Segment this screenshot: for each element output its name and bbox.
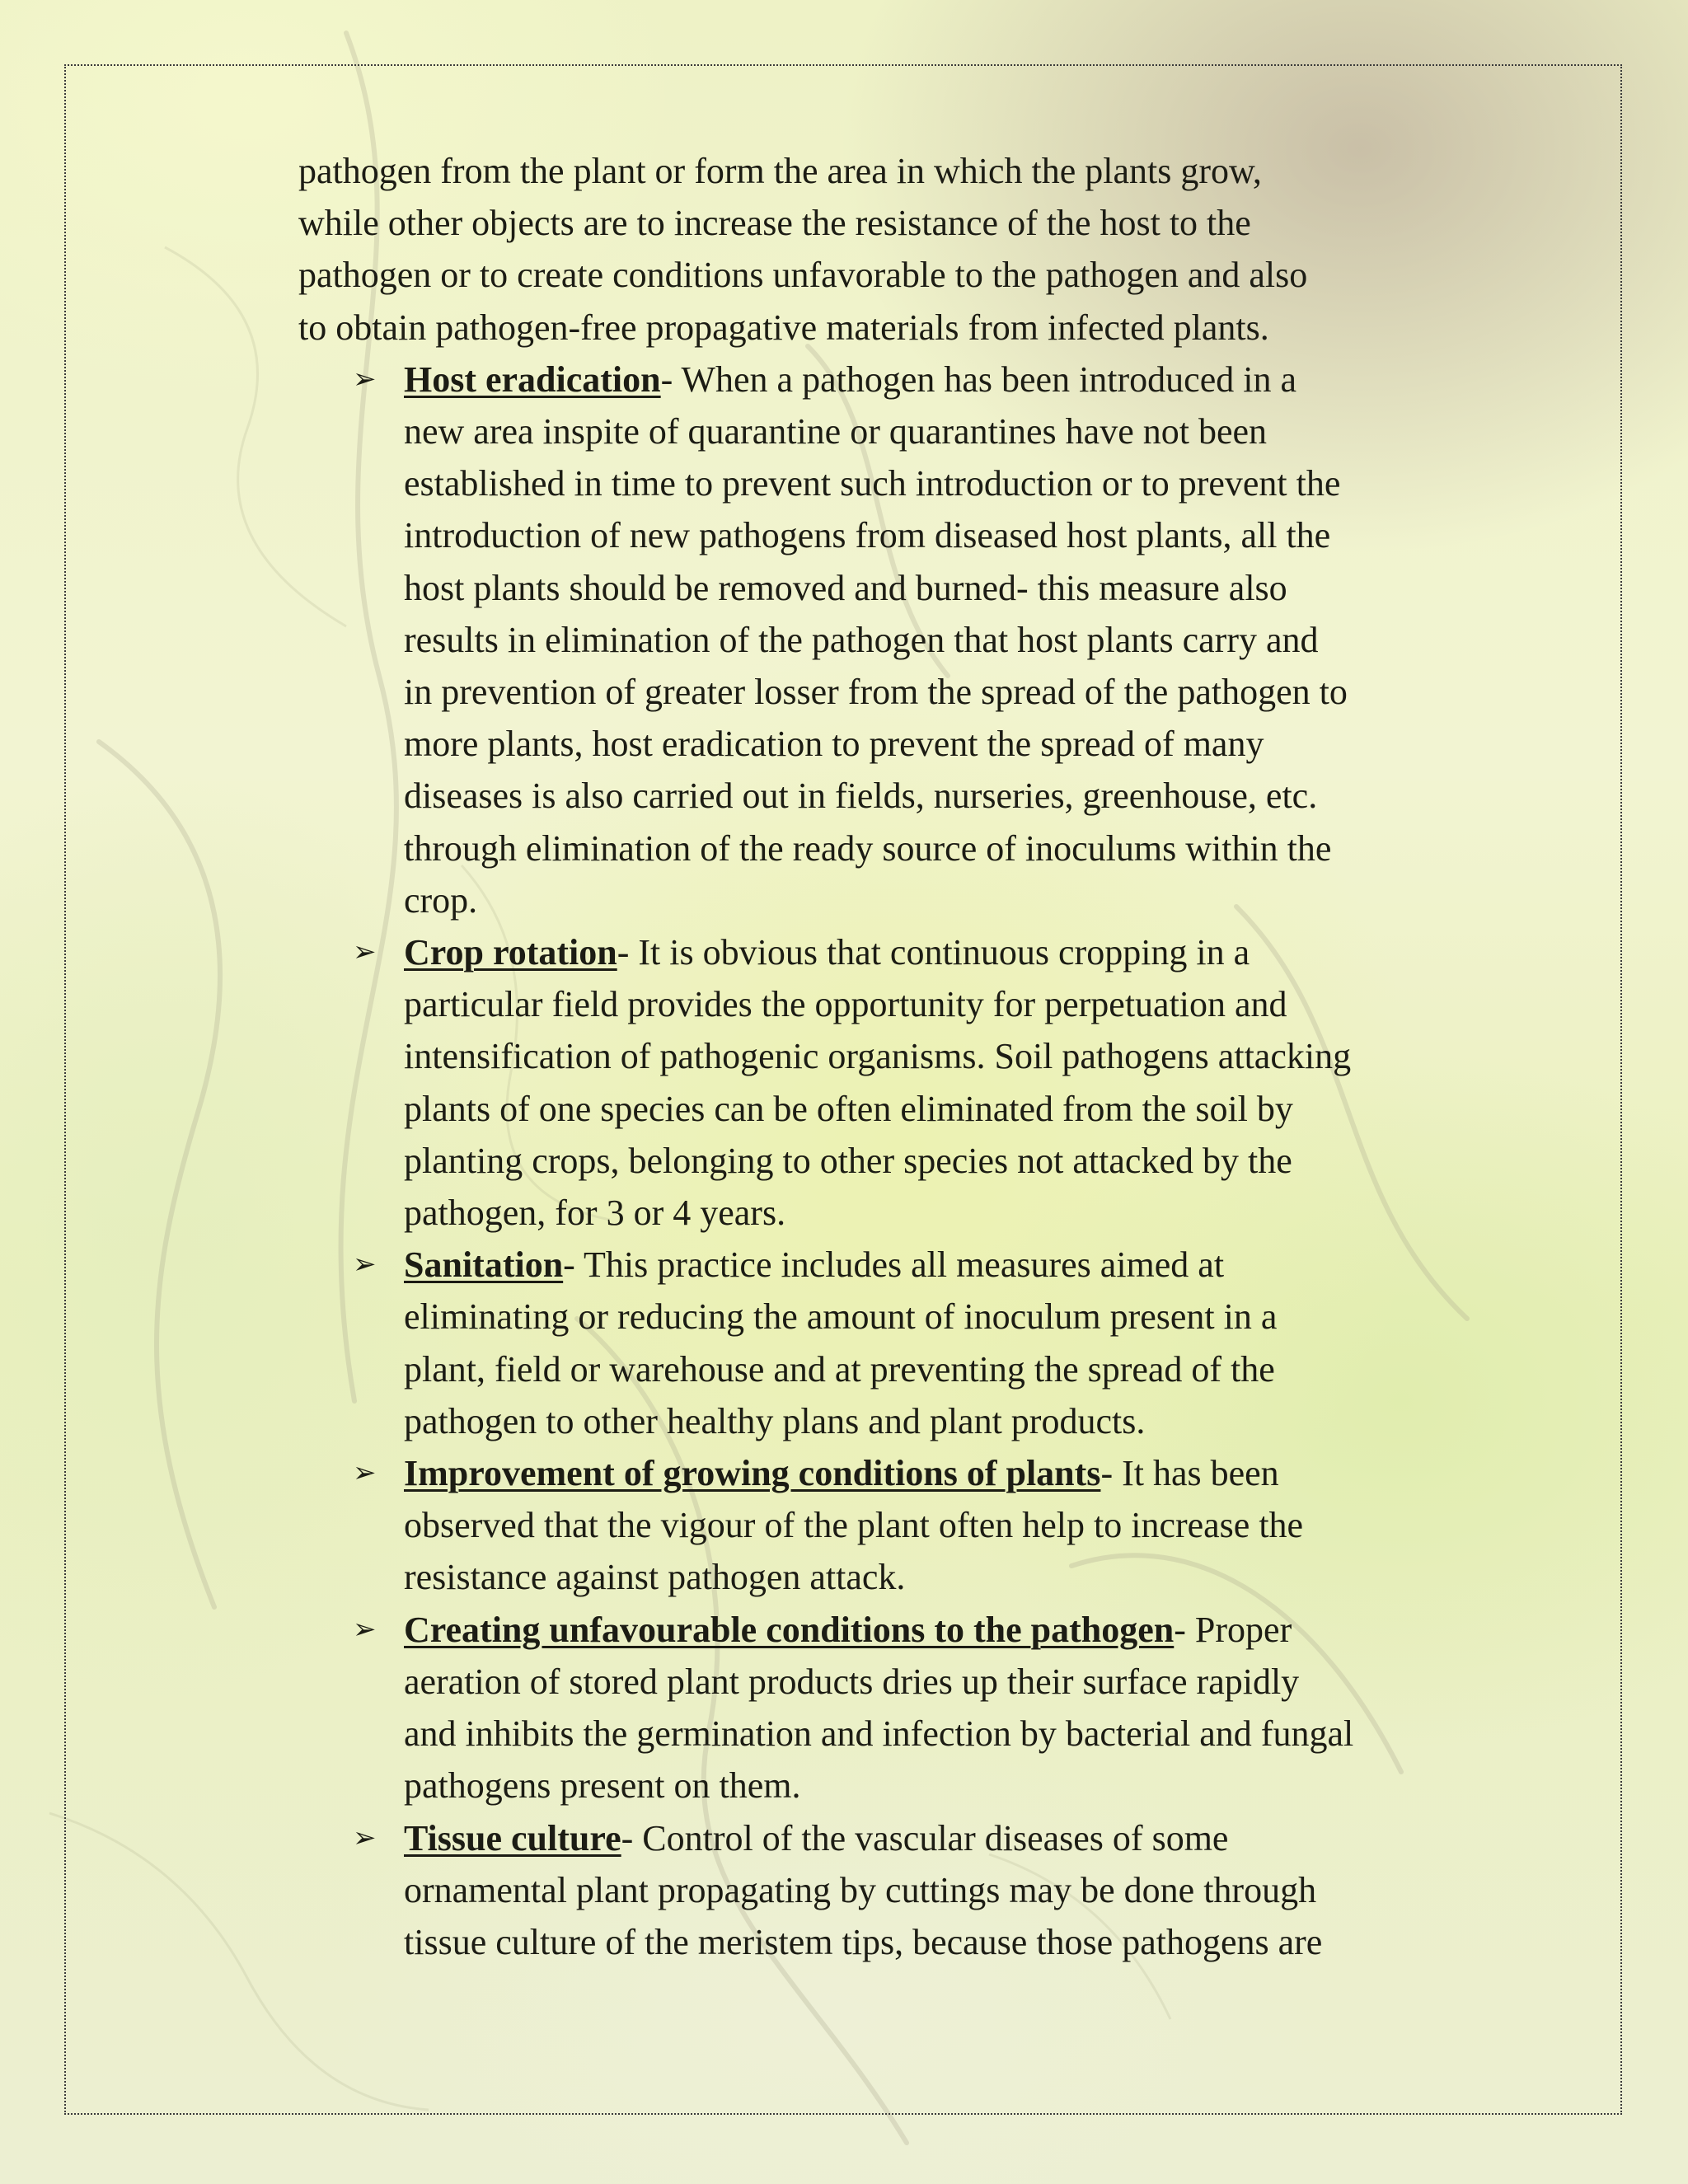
term-sanitation: Sanitation	[404, 1244, 564, 1286]
list-item-tissue-culture	[298, 1812, 1510, 1969]
description-sanitation: - This practice includes all measures aimed at eliminating or reducing the amount of inoculum present in a plant, field or warehouse and at preventing the spread of the pathogen to other healthy plans and plant products.	[404, 1244, 1278, 1441]
term-tissue-culture: Tissue culture	[404, 1817, 621, 1858]
arrow-bullet-icon: ➢	[353, 1612, 377, 1646]
term-improvement-of-growing-conditions: Improvement of growing conditions of plants	[404, 1453, 1101, 1494]
term-creating-unfavourable-conditions: Creating unfavourable conditions to the pathogen	[404, 1609, 1175, 1650]
description-creating-unfavourable-conditions: - Proper aeration of stored plant products dries up their surface rapidly and inhibits the germination and infection by bacterial and fungal pathogens present on them.	[404, 1609, 1354, 1807]
term-crop-rotation: Crop rotation	[404, 932, 617, 973]
list-item-crop-rotation	[298, 926, 1510, 1239]
description-tissue-culture: - Control of the vascular diseases of some ornamental plant propagating by cuttings may be done through tissue culture of the meristem tips, because those pathogens are	[404, 1817, 1323, 1962]
document-body	[298, 145, 1510, 1968]
intro-paragraph: pathogen from the plant or form the area in which the plants grow, while other objects are to increase the resistance of the host to the pathogen or to create conditions unfavorable to the pathogen and also to obtain pathogen-free propagative materials from infected plants.	[298, 151, 1308, 348]
description-improvement-of-growing-conditions: - It has been observed that the vigour of the plant often help to increase the resistance against pathogen attack.	[404, 1453, 1304, 1598]
arrow-bullet-icon: ➢	[353, 1248, 377, 1282]
arrow-bullet-icon: ➢	[353, 935, 377, 969]
control-methods-list	[298, 354, 1510, 1968]
list-item-sanitation	[298, 1239, 1510, 1447]
arrow-bullet-icon: ➢	[353, 362, 377, 396]
term-host-eradication: Host eradication	[404, 359, 661, 400]
description-crop-rotation: - It is obvious that continuous cropping in a particular field provides the opportunity for perpetuation and intensification of pathogenic organisms. Soil pathogens attacking plants of one species can be often eliminated from the soil by planting crops, belonging to other species not attacked by the pathogen, for 3 or 4 years.	[404, 932, 1352, 1234]
list-item-host-eradication	[298, 354, 1510, 926]
arrow-bullet-icon: ➢	[353, 1456, 377, 1490]
list-item-creating-unfavourable-conditions	[298, 1604, 1510, 1812]
arrow-bullet-icon: ➢	[353, 1821, 377, 1854]
description-host-eradication: - When a pathogen has been introduced in a new area inspite of quarantine or quarantines have not been established in time to prevent such introduction or to prevent the introduction of new pathogens from diseased host plants, all the host plants should be removed and burned- this measure also results in elimination of the pathogen that host plants carry and in prevention of greater losser from the spread of the pathogen to more plants, host eradication to prevent the spread of many diseases is also carried out in fields, nurseries, greenhouse, etc. through elimination of the ready source of inoculums within the crop.	[404, 359, 1348, 921]
list-item-improvement-of-growing-conditions	[298, 1447, 1510, 1604]
